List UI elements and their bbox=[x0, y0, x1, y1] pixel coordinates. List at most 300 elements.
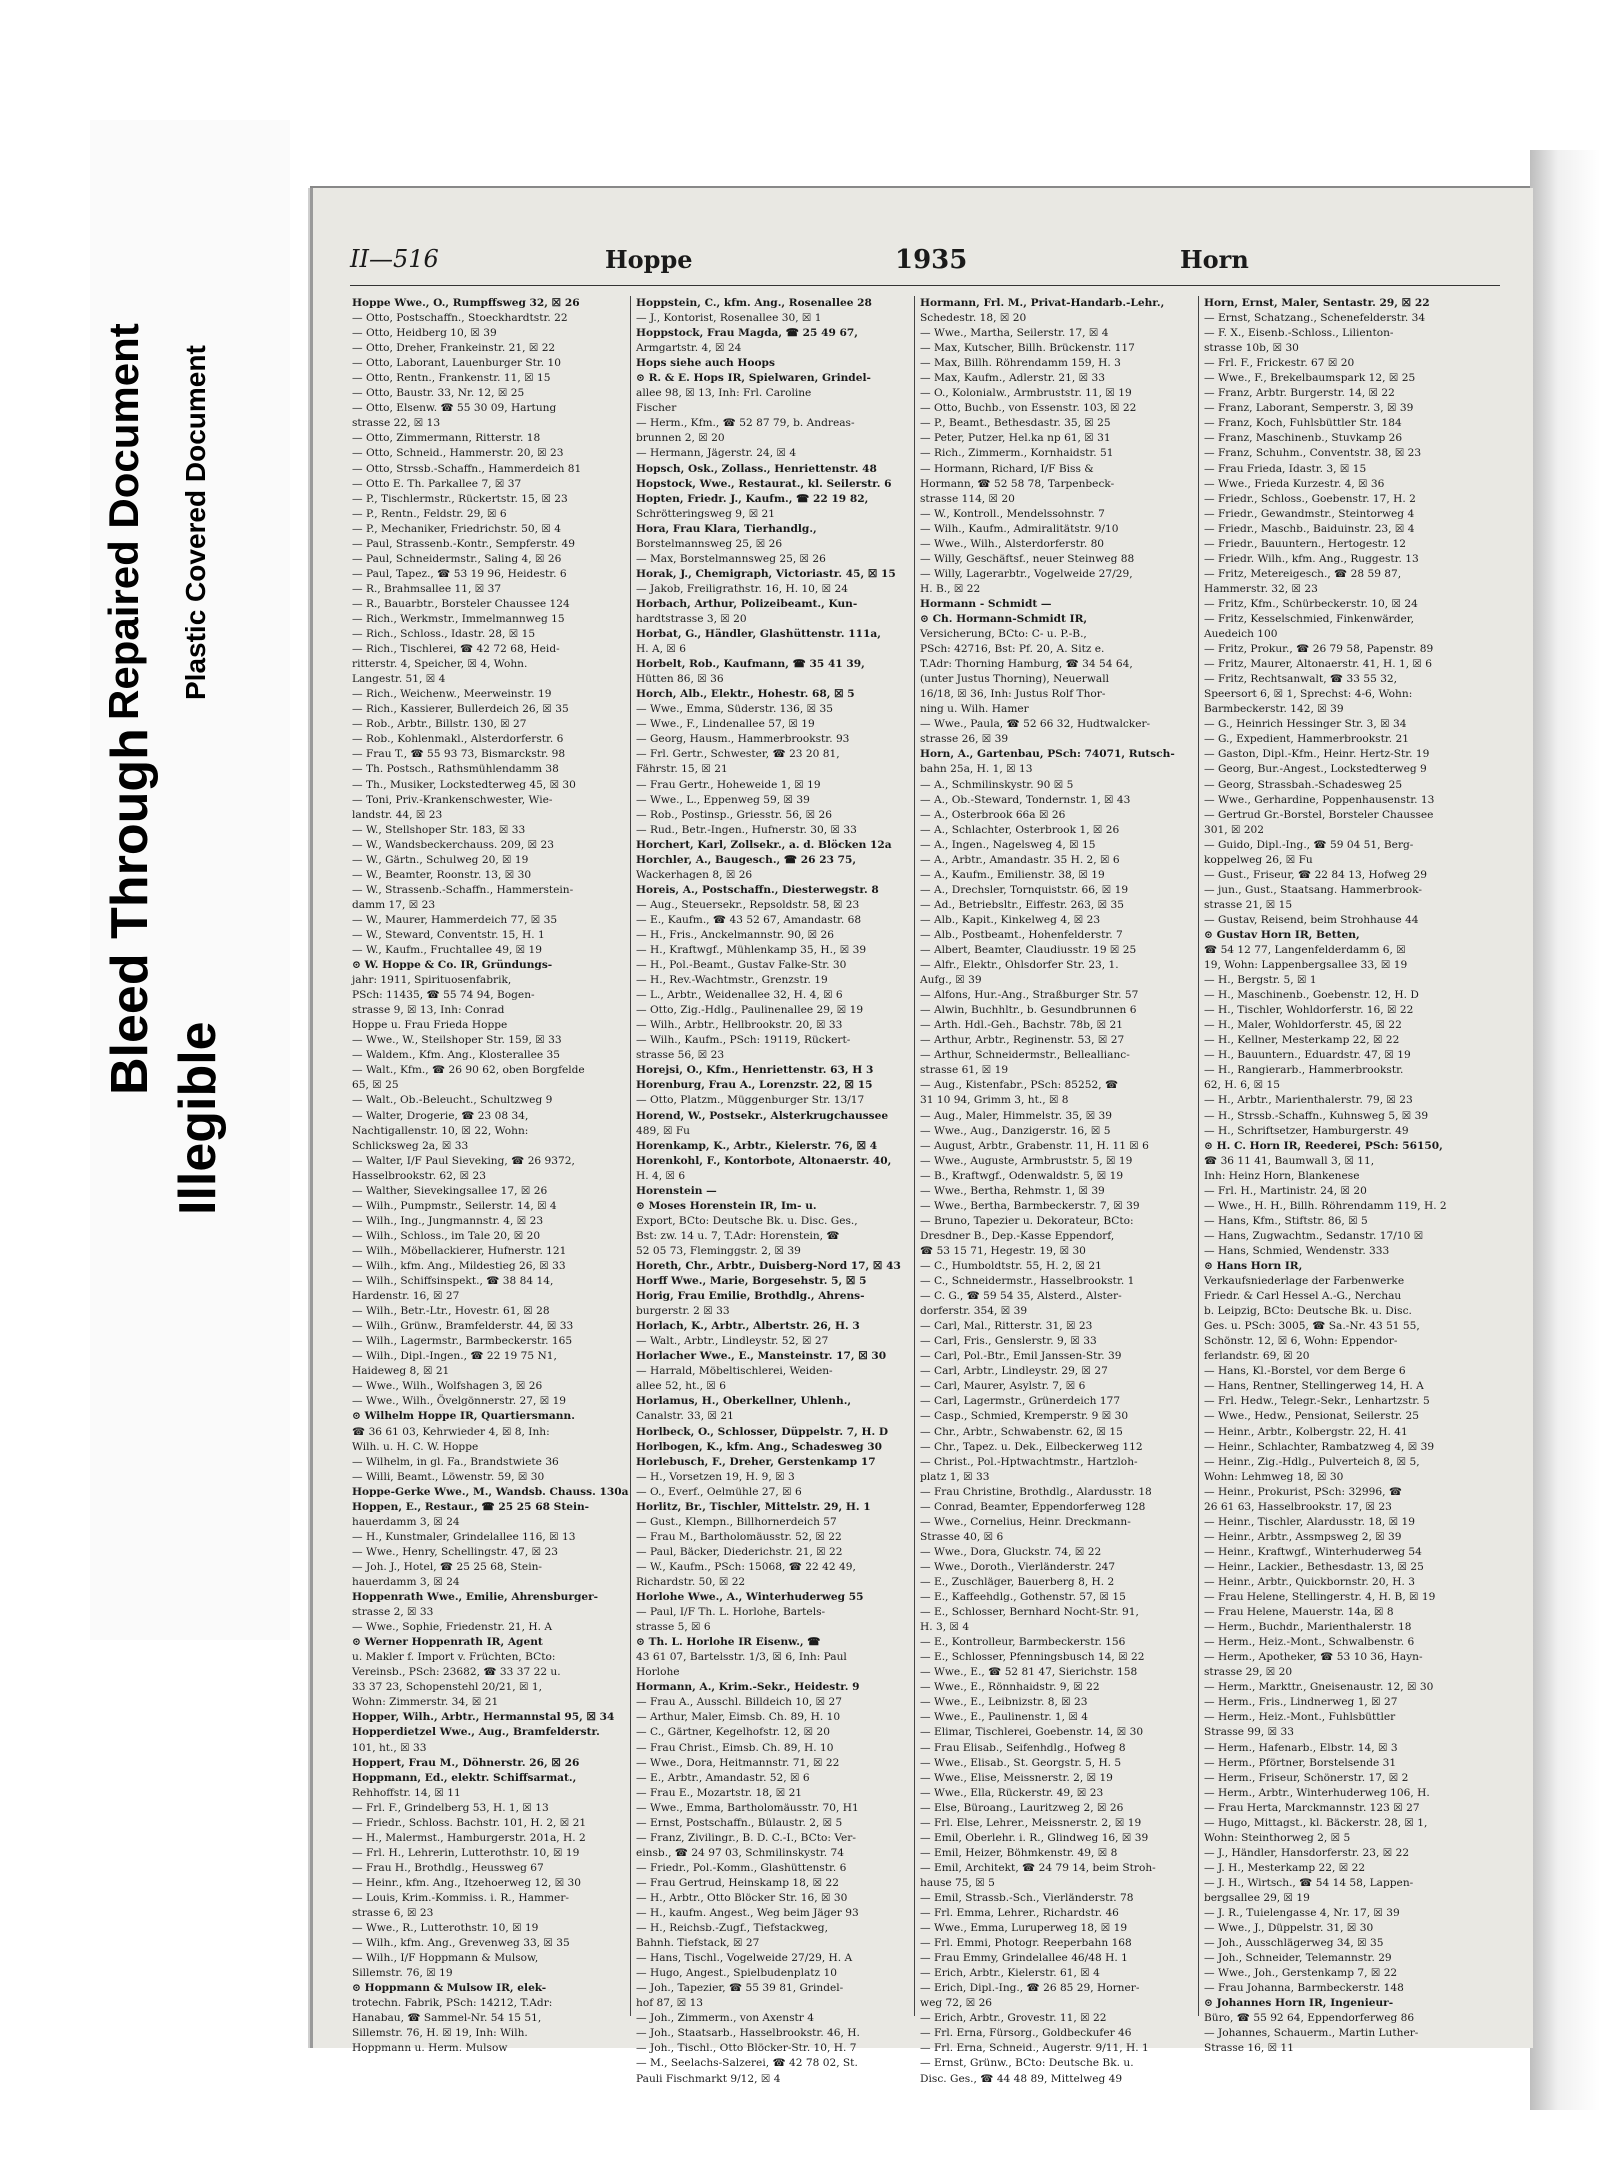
directory-column-2 bbox=[636, 296, 914, 2085]
directory-entry: Strasse 40, ☒ 6 bbox=[920, 1530, 1004, 1543]
directory-entry: Auedeich 100 bbox=[1204, 628, 1278, 641]
directory-entry: — Wwe., E., ☎ 52 81 47, Sierichstr. 158 bbox=[920, 1666, 1138, 1679]
directory-entry: — Otto, Postschaffn., Stoeckhardtstr. 22 bbox=[352, 312, 568, 325]
directory-entry: — Frau M., Bartholomäusstr. 52, ☒ 22 bbox=[636, 1530, 842, 1543]
directory-entry: — Joh., Tischl., Otto Blöcker-Str. 10, H. 7 bbox=[636, 2042, 857, 2055]
directory-entry: trotechn. Fabrik, PSch: 14212, T.Adr: bbox=[352, 1997, 553, 2010]
header-rule bbox=[350, 285, 1500, 286]
page-top-border bbox=[310, 186, 1530, 188]
directory-entry: — Hermann, Jägerstr. 24, ☒ 4 bbox=[636, 447, 797, 460]
directory-entry: — L., Arbtr., Weidenallee 32, H. 4, ☒ 6 bbox=[636, 989, 843, 1002]
directory-entry: Armgartstr. 4, ☒ 24 bbox=[636, 342, 742, 355]
directory-entry: 16/18, ☒ 36, Inh: Justus Rolf Thor- bbox=[920, 688, 1106, 701]
directory-entry: — Frau Gertrud, Heinskamp 18, ☒ 22 bbox=[636, 1876, 839, 1889]
directory-entry: — H., Maler, Wohldorferstr. 45, ☒ 22 bbox=[1204, 1019, 1402, 1032]
directory-entry: — Hans, Schmied, Wendenstr. 333 bbox=[1204, 1244, 1390, 1257]
directory-entry: — Frl. Emma, Lehrer., Richardstr. 46 bbox=[920, 1907, 1119, 1920]
directory-entry: — Friedr., Schloss., Goebenstr. 17, H. 2 bbox=[1204, 492, 1416, 505]
directory-entry: Horend, W., Postsekr., Alsterkrugchaussee bbox=[636, 1109, 889, 1122]
directory-entry: weg 72, ☒ 26 bbox=[920, 1997, 993, 2010]
directory-entry: 33 37 23, Schopenstehl 20/21, ☒ 1, bbox=[352, 1681, 542, 1694]
directory-entry: — Herm., Heiz.-Mont., Schwalbenstr. 6 bbox=[1204, 1636, 1415, 1649]
directory-entry: — Frau Helene, Mauerstr. 14a, ☒ 8 bbox=[1204, 1606, 1394, 1619]
directory-entry: Richardstr. 50, ☒ 22 bbox=[636, 1575, 746, 1588]
directory-entry: — J. H., Wirtsch., ☎ 54 14 58, Lappen- bbox=[1204, 1876, 1414, 1889]
column-divider bbox=[630, 296, 631, 2016]
directory-entry: Ges. u. PSch: 3005, ☎ Sa.-Nr. 43 51 55, bbox=[1204, 1320, 1420, 1333]
directory-entry: — Friedr. Wilh., kfm. Ang., Ruggestr. 13 bbox=[1204, 552, 1419, 565]
directory-entry: Pauli Fischmarkt 9/12, ☒ 4 bbox=[636, 2072, 781, 2085]
directory-entry: — P., Beamt., Bethesdastr. 35, ☒ 25 bbox=[920, 417, 1111, 430]
directory-entry: H. A, ☒ 6 bbox=[636, 643, 686, 656]
directory-entry: strasse 21, ☒ 15 bbox=[1204, 898, 1293, 911]
directory-entry: ⊙ R. & E. Hops IR, Spielwaren, Grindel- bbox=[636, 372, 871, 385]
directory-entry: — C., Gärtner, Kegelhofstr. 12, ☒ 20 bbox=[636, 1726, 830, 1739]
directory-entry: 26 61 63, Hasselbrookstr. 17, ☒ 23 bbox=[1204, 1500, 1392, 1513]
directory-entry: Hoppen, E., Restaur., ☎ 25 25 68 Stein- bbox=[352, 1500, 590, 1513]
directory-entry: — Heinr., Arbtr., Kolbergstr. 22, H. 41 bbox=[1204, 1425, 1408, 1438]
directory-entry: — Wwe., W., Steilshoper Str. 159, ☒ 33 bbox=[352, 1034, 562, 1047]
directory-entry: — Christ., Pol.-Hptwachtmstr., Hartzloh- bbox=[920, 1455, 1138, 1468]
directory-entry: — Wwe., Emma, Luruperweg 18, ☒ 19 bbox=[920, 1922, 1128, 1935]
directory-entry: — Wwe., Wilh., Alsterdorferstr. 80 bbox=[920, 537, 1105, 550]
directory-entry: — Wwe., H. H., Billh. Röhrendamm 119, H. 2 bbox=[1204, 1199, 1447, 1212]
directory-entry: — Friedr., Bauuntern., Hertogestr. 12 bbox=[1204, 537, 1406, 550]
directory-entry: (unter Justus Thorning), Neuerwall bbox=[920, 673, 1109, 686]
directory-entry: — Franz, Arbtr. Burgerstr. 14, ☒ 22 bbox=[1204, 387, 1395, 400]
directory-entry: — Otto, Schneid., Hammerstr. 20, ☒ 23 bbox=[352, 447, 564, 460]
directory-entry: Hormann, A., Krim.-Sekr., Heidestr. 9 bbox=[636, 1681, 860, 1694]
directory-entry: — Fritz, Rechtsanwalt, ☎ 33 55 32, bbox=[1204, 673, 1398, 686]
directory-entry: — Fritz, Maurer, Altonaerstr. 41, H. 1, ☒ 6 bbox=[1204, 658, 1433, 671]
directory-entry: — Wwe., J., Düppelstr. 31, ☒ 30 bbox=[1204, 1922, 1374, 1935]
directory-entry: — Wwe., Henry, Schellingstr. 47, ☒ 23 bbox=[352, 1545, 558, 1558]
directory-entry: Horff Wwe., Marie, Borgesehstr. 5, ☒ 5 bbox=[636, 1275, 867, 1288]
directory-entry: — Guido, Dipl.-Ing., ☎ 59 04 51, Berg- bbox=[1204, 838, 1414, 851]
directory-entry: — Ad., Betriebsltr., Eiffestr. 263, ☒ 35 bbox=[920, 898, 1124, 911]
directory-entry: — Hans, Zugwachtm., Sedanstr. 17/10 ☒ bbox=[1204, 1229, 1424, 1242]
directory-entry: Hora, Frau Klara, Tierhandlg., bbox=[636, 522, 817, 535]
header-first-name: Hoppe bbox=[605, 245, 693, 274]
directory-entry: Wohn: Zimmerstr. 34, ☒ 21 bbox=[352, 1696, 499, 1709]
directory-entry: Hopper, Wilh., Arbtr., Hermannstal 95, ☒ 34 bbox=[352, 1711, 615, 1724]
directory-entry: — O., Everf., Oelmühle 27, ☒ 6 bbox=[636, 1485, 802, 1498]
directory-entry: — Alwin, Buchhltr., b. Gesundbrunnen 6 bbox=[920, 1004, 1137, 1017]
directory-entry: — Frl. Erna, Schneid., Augerstr. 9/11, H. 1 bbox=[920, 2042, 1149, 2055]
directory-entry: ⊙ Hoppmann & Mulsow IR, elek- bbox=[352, 1982, 547, 1995]
directory-entry: — Wilh., I/F Hoppmann & Mulsow, bbox=[352, 1952, 539, 1965]
directory-entry: — Hugo, Angest., Spielbudenplatz 10 bbox=[636, 1967, 837, 1980]
directory-entry: ⊙ W. Hoppe & Co. IR, Gründungs- bbox=[352, 959, 553, 972]
directory-entry: Rehhoffstr. 14, ☒ 11 bbox=[352, 1786, 461, 1799]
directory-entry: — Rob., Arbtr., Billstr. 130, ☒ 27 bbox=[352, 718, 527, 731]
directory-entry: — Emil, Architekt, ☎ 24 79 14, beim Stroh- bbox=[920, 1861, 1156, 1874]
directory-entry: ⊙ Werner Hoppenrath IR, Agent bbox=[352, 1636, 543, 1649]
directory-entry: koppelweg 26, ☒ Fu bbox=[1204, 853, 1313, 866]
directory-entry: — Frl. Erna, Fürsorg., Goldbeckufer 46 bbox=[920, 2027, 1132, 2040]
directory-entry: — Frau Elisab., Seifenhdlg., Hofweg 8 bbox=[920, 1741, 1126, 1754]
directory-entry: Wohn: Steinthorweg 2, ☒ 5 bbox=[1204, 1831, 1351, 1844]
directory-entry: ⊙ Gustav Horn IR, Betten, bbox=[1204, 928, 1360, 941]
directory-entry: allee 52, ht., ☒ 6 bbox=[636, 1380, 727, 1393]
directory-entry: ning u. Wilh. Hamer bbox=[920, 703, 1029, 716]
directory-entry: — Walt., Ob.-Beleucht., Schultzweg 9 bbox=[352, 1094, 553, 1107]
directory-entry: — Hans, Tischl., Vogelweide 27/29, H. A bbox=[636, 1952, 853, 1965]
directory-entry: — Wwe., Bertha, Rehmstr. 1, ☒ 39 bbox=[920, 1184, 1105, 1197]
directory-entry: Hoppe Wwe., O., Rumpffsweg 32, ☒ 26 bbox=[352, 297, 580, 309]
directory-entry: — Carl, Lagermstr., Grünerdeich 177 bbox=[920, 1395, 1121, 1408]
directory-entry: — Herm., Pförtner, Borstelsende 31 bbox=[1204, 1756, 1397, 1769]
directory-entry: Hoppstock, Frau Magda, ☎ 25 49 67, bbox=[636, 327, 858, 340]
directory-entry: — Fritz, Kesselschmied, Finkenwärder, bbox=[1204, 612, 1415, 625]
directory-entry: — Rud., Betr.-Ingen., Hufnerstr. 30, ☒ 33 bbox=[636, 823, 857, 836]
directory-entry: — Emil, Heizer, Böhmkenstr. 49, ☒ 8 bbox=[920, 1846, 1118, 1859]
directory-entry: ☎ 36 61 03, Kehrwieder 4, ☒ 8, Inh: bbox=[352, 1425, 550, 1438]
directory-entry: — Toni, Priv.-Krankenschwester, Wie- bbox=[352, 793, 553, 806]
directory-entry: — Frau Christine, Brothdlg., Alardusstr. 18 bbox=[920, 1485, 1152, 1498]
directory-entry: Hoppmann u. Herm. Mulsow bbox=[352, 2042, 508, 2055]
directory-entry: — Rob., Postinsp., Griesstr. 56, ☒ 26 bbox=[636, 808, 833, 821]
directory-entry: — Max, Borstelmannsweg 25, ☒ 26 bbox=[636, 552, 826, 565]
directory-entry: — A., Kaufm., Emilienstr. 38, ☒ 19 bbox=[920, 868, 1105, 881]
directory-entry: Horlohe Wwe., A., Winterhuderweg 55 bbox=[636, 1591, 864, 1604]
column-divider bbox=[1198, 296, 1199, 2016]
directory-entry: — Rich., Werkmstr., Immelmannweg 15 bbox=[352, 612, 565, 625]
directory-entry: Bst: zw. 14 u. 7, T.Adr: Horenstein, ☎ bbox=[636, 1229, 840, 1242]
directory-entry: Hoppstein, C., kfm. Ang., Rosenallee 28 bbox=[636, 297, 872, 309]
directory-entry: — Friedr., Pol.-Komm., Glashüttenstr. 6 bbox=[636, 1861, 847, 1874]
directory-entry: — Rich., Zimmerm., Kornhaidstr. 51 bbox=[920, 447, 1114, 460]
directory-entry: Schedestr. 18, ☒ 20 bbox=[920, 312, 1027, 325]
directory-entry: — Wwe., Gerhardine, Poppenhausenstr. 13 bbox=[1204, 793, 1435, 806]
directory-entry: — Elimar, Tischlerei, Goebenstr. 14, ☒ 30 bbox=[920, 1726, 1144, 1739]
directory-entry: strasse 56, ☒ 23 bbox=[636, 1049, 725, 1062]
directory-entry: — Herm., Markttr., Gneisenaustr. 12, ☒ 30 bbox=[1204, 1681, 1434, 1694]
directory-entry: Fischer bbox=[636, 402, 677, 415]
directory-entry: — Frau A., Ausschl. Billdeich 10, ☒ 27 bbox=[636, 1696, 842, 1709]
directory-entry: Hormann - Schmidt — bbox=[920, 597, 1052, 610]
directory-entry: — Wwe., Joh., Gerstenkamp 7, ☒ 22 bbox=[1204, 1967, 1398, 1980]
directory-entry: Horeth, Chr., Arbtr., Duisberg-Nord 17, ☒ 43 bbox=[636, 1260, 901, 1272]
directory-entry: — Ernst, Schatzang., Schenefelderstr. 34 bbox=[1204, 312, 1426, 325]
directory-entry: — Hans, Kfm., Stiftstr. 86, ☒ 5 bbox=[1204, 1214, 1368, 1227]
directory-entry: — Joh., Tapezier, ☎ 55 39 81, Grindel- bbox=[636, 1982, 844, 1995]
directory-entry: ⊙ Johannes Horn IR, Ingenieur- bbox=[1204, 1997, 1394, 2010]
directory-entry: Hormann, ☎ 52 58 78, Tarpenbeck- bbox=[920, 477, 1115, 490]
directory-entry: Hopsch, Osk., Zollass., Henriettenstr. 48 bbox=[636, 462, 877, 475]
directory-entry: — W., Gärtn., Schulweg 20, ☒ 19 bbox=[352, 853, 529, 866]
directory-entry: 52 05 73, Fleminggstr. 2, ☒ 39 bbox=[636, 1244, 801, 1257]
directory-entry: — Otto, Strssb.-Schaffn., Hammerdeich 81 bbox=[352, 462, 582, 475]
directory-entry: — Frl. Gertr., Schwester, ☎ 23 20 81, bbox=[636, 748, 840, 761]
directory-entry: — Franz, Maschinenb., Stuvkamp 26 bbox=[1204, 432, 1403, 445]
directory-entry: — A., Drechsler, Tornquiststr. 66, ☒ 19 bbox=[920, 883, 1129, 896]
directory-entry: strasse 29, ☒ 20 bbox=[1204, 1666, 1293, 1679]
directory-entry: 19, Wohn: Lappenbergsallee 33, ☒ 19 bbox=[1204, 959, 1408, 972]
directory-entry: Versicherung, BCto: C- u. P.-B., bbox=[920, 628, 1087, 641]
directory-entry: — Carl, Pol.-Btr., Emil Janssen-Str. 39 bbox=[920, 1350, 1122, 1363]
directory-entry: — Wilh., kfm. Ang., Mildestieg 26, ☒ 33 bbox=[352, 1260, 566, 1272]
directory-entry: — A., Schmilinskystr. 90 ☒ 5 bbox=[920, 778, 1074, 791]
directory-entry: — E., Schlosser, Bernhard Nocht-Str. 91, bbox=[920, 1606, 1139, 1619]
directory-entry: — Wilh., Schloss., im Tale 20, ☒ 20 bbox=[352, 1229, 541, 1242]
directory-entry: — Harrald, Möbeltischlerei, Weiden- bbox=[636, 1365, 833, 1378]
directory-entry: — Wwe., F., Brekelbaumspark 12, ☒ 25 bbox=[1204, 372, 1416, 385]
directory-entry: Langestr. 51, ☒ 4 bbox=[352, 673, 446, 686]
directory-entry: — Frl. Emmi, Photogr. Reeperbahn 168 bbox=[920, 1937, 1132, 1950]
directory-entry: — P., Tischlermstr., Rückertstr. 15, ☒ 23 bbox=[352, 492, 568, 505]
directory-entry: b. Leipzig, BCto: Deutsche Bk. u. Disc. bbox=[1204, 1305, 1412, 1318]
directory-entry: Schönstr. 12, ☒ 6, Wohn: Eppendor- bbox=[1204, 1335, 1398, 1348]
directory-entry: — Otto, Buchb., von Essenstr. 103, ☒ 22 bbox=[920, 402, 1137, 415]
directory-entry: strasse 5, ☒ 6 bbox=[636, 1621, 711, 1634]
directory-entry: Horlitz, Br., Tischler, Mittelstr. 29, H. 1 bbox=[636, 1500, 871, 1513]
directory-entry: — Arthur, Arbtr., Reginenstr. 53, ☒ 27 bbox=[920, 1034, 1125, 1047]
directory-entry: — Paul, Schneidermstr., Saling 4, ☒ 26 bbox=[352, 552, 562, 565]
directory-entry: — E., Arbtr., Amandastr. 52, ☒ 6 bbox=[636, 1771, 810, 1784]
directory-entry: strasse 9, ☒ 13, Inh: Conrad bbox=[352, 1004, 505, 1017]
directory-entry: strasse 6, ☒ 23 bbox=[352, 1907, 434, 1920]
directory-entry: — Th. Postsch., Rathsmühlendamm 38 bbox=[352, 763, 559, 776]
directory-entry: — Otto, Zimmermann, Ritterstr. 18 bbox=[352, 432, 541, 445]
directory-entry: — Louis, Krim.-Kommiss. i. R., Hammer- bbox=[352, 1891, 569, 1904]
directory-entry: einsb., ☎ 24 97 03, Schmilinskystr. 74 bbox=[636, 1846, 844, 1859]
directory-entry: — Alb., Postbeamt., Hohenfelderstr. 7 bbox=[920, 928, 1123, 941]
directory-entry: Horn, A., Gartenbau, PSch: 74071, Rutsch- bbox=[920, 748, 1175, 761]
directory-entry: — R., Brahmsallee 11, ☒ 37 bbox=[352, 582, 502, 595]
directory-entry: — Carl, Fris., Genslerstr. 9, ☒ 33 bbox=[920, 1335, 1097, 1348]
directory-entry: — Frau Frieda, Idastr. 3, ☒ 15 bbox=[1204, 462, 1367, 475]
directory-entry: — H., Bergstr. 5, ☒ 1 bbox=[1204, 974, 1317, 987]
directory-entry: — Herm., Kfm., ☎ 52 87 79, b. Andreas- bbox=[636, 417, 855, 430]
directory-entry: — Paul, Bäcker, Diederichstr. 21, ☒ 22 bbox=[636, 1545, 843, 1558]
directory-entry: — Peter, Putzer, Hel.ka np 61, ☒ 31 bbox=[920, 432, 1111, 445]
directory-entry: — Wwe., Aug., Danzigerstr. 16, ☒ 5 bbox=[920, 1124, 1111, 1137]
directory-entry: jahr: 1911, Spirituosenfabrik, bbox=[352, 974, 512, 987]
directory-entry: hause 75, ☒ 5 bbox=[920, 1876, 995, 1889]
directory-entry: Sillemstr. 76, ☒ 19 bbox=[352, 1967, 453, 1980]
directory-entry: — H., kaufm. Angest., Weg beim Jäger 93 bbox=[636, 1907, 859, 1920]
directory-entry: — Chr., Arbtr., Schwabenstr. 62, ☒ 15 bbox=[920, 1425, 1123, 1438]
directory-entry: — Wwe., Elise, Meissnerstr. 2, ☒ 19 bbox=[920, 1771, 1113, 1784]
directory-entry: — F. X., Eisenb.-Schloss., Lilienton- bbox=[1204, 327, 1394, 340]
directory-entry: — Rob., Kohlenmakl., Alsterdorferstr. 6 bbox=[352, 733, 564, 746]
directory-entry: Export, BCto: Deutsche Bk. u. Disc. Ges., bbox=[636, 1214, 858, 1227]
directory-entry: Horlbogen, K., kfm. Ang., Schadesweg 30 bbox=[636, 1440, 883, 1453]
directory-entry: — Herm., Arbtr., Winterhuderweg 106, H. bbox=[1204, 1786, 1430, 1799]
directory-entry: — Georg, Strassbah.-Schadesweg 25 bbox=[1204, 778, 1403, 791]
directory-entry: — Friedr., Schloss. Bachstr. 101, H. 2, ☒ 21 bbox=[352, 1816, 587, 1829]
directory-entry: Horchert, Karl, Zollsekr., a. d. Blöcken 12a bbox=[636, 838, 892, 851]
directory-entry: Hoppenrath Wwe., Emilie, Ahrensburger- bbox=[352, 1591, 599, 1604]
directory-entry: allee 98, ☒ 13, Inh: Frl. Caroline bbox=[636, 387, 812, 400]
directory-entry: Horch, Alb., Elektr., Hohestr. 68, ☒ 5 bbox=[636, 688, 855, 701]
directory-entry: — Wilh., Betr.-Ltr., Hovestr. 61, ☒ 28 bbox=[352, 1305, 550, 1318]
directory-entry: — Frau Johanna, Barmbeckerstr. 148 bbox=[1204, 1982, 1404, 1995]
directory-entry: — Wwe., Wilh., Övelgönnerstr. 27, ☒ 19 bbox=[352, 1395, 567, 1408]
directory-entry: Hopten, Friedr. J., Kaufm., ☎ 22 19 82, bbox=[636, 492, 869, 505]
directory-entry: PSch: 42716, Bst: Pf. 20, A. Sitz e. bbox=[920, 643, 1105, 656]
directory-entry: 301, ☒ 202 bbox=[1204, 823, 1265, 836]
directory-entry: — A., Schlachter, Osterbrook 1, ☒ 26 bbox=[920, 823, 1120, 836]
directory-entry: Strasse 16, ☒ 11 bbox=[1204, 2042, 1294, 2055]
directory-entry: — Max, Billh. Röhrendamm 159, H. 3 bbox=[920, 357, 1121, 370]
directory-entry: brunnen 2, ☒ 20 bbox=[636, 432, 725, 445]
directory-entry: — Otto, Zig.-Hdlg., Paulinenallee 29, ☒ 19 bbox=[636, 1004, 864, 1017]
directory-entry: strasse 10b, ☒ 30 bbox=[1204, 342, 1299, 355]
directory-entry: ritterstr. 4, Speicher, ☒ 4, Wohn. bbox=[352, 658, 528, 671]
directory-entry: Hormann, Frl. M., Privat-Handarb.-Lehr., bbox=[920, 297, 1165, 309]
directory-entry: Canalstr. 33, ☒ 21 bbox=[636, 1410, 734, 1423]
directory-entry: — Heinr., Tischler, Alardusstr. 18, ☒ 19 bbox=[1204, 1515, 1415, 1528]
directory-entry: strasse 114, ☒ 20 bbox=[920, 492, 1015, 505]
directory-entry: — Rich., Kassierer, Bullerdeich 26, ☒ 35 bbox=[352, 703, 569, 716]
directory-entry: — Heinr., Schlachter, Rambatzweg 4, ☒ 39 bbox=[1204, 1440, 1435, 1453]
directory-entry: Schlicksweg 2a, ☒ 33 bbox=[352, 1139, 469, 1152]
directory-entry: — Ernst, Grünw., BCto: Deutsche Bk. u. bbox=[920, 2057, 1134, 2070]
directory-entry: hof 87, ☒ 13 bbox=[636, 1997, 704, 2010]
directory-entry: — Friedr., Maschb., Baiduinstr. 23, ☒ 4 bbox=[1204, 522, 1415, 535]
directory-entry: — Wwe., E., Rönnhaidstr. 9, ☒ 22 bbox=[920, 1681, 1100, 1694]
directory-entry: Wackerhagen 8, ☒ 26 bbox=[636, 868, 753, 881]
directory-entry: — Joh., Zimmerm., von Axenstr 4 bbox=[636, 2012, 814, 2025]
directory-entry: — Frau Emmy, Grindelallee 46/48 H. 1 bbox=[920, 1952, 1128, 1965]
directory-entry: — W., Kontroll., Mendelssohnstr. 7 bbox=[920, 507, 1105, 520]
directory-entry: Horlamus, H., Oberkellner, Uhlenh., bbox=[636, 1395, 852, 1408]
directory-entry: — Th., Musiker, Lockstedterweg 45, ☒ 30 bbox=[352, 778, 576, 791]
directory-entry: — Walt., Arbtr., Lindleystr. 52, ☒ 27 bbox=[636, 1335, 829, 1348]
directory-entry: — Arthur, Schneidermstr., Belleallianc- bbox=[920, 1049, 1130, 1062]
directory-entry: — Wwe., Emma, Süderstr. 136, ☒ 35 bbox=[636, 703, 833, 716]
directory-entry: 62, H. 6, ☒ 15 bbox=[1204, 1079, 1281, 1092]
directory-entry: Fährstr. 15, ☒ 21 bbox=[636, 763, 728, 776]
directory-entry: — Willy, Lagerarbtr., Vogelweide 27/29, bbox=[920, 567, 1133, 580]
directory-entry: — Walter, I/F Paul Sieveking, ☎ 26 9372, bbox=[352, 1154, 575, 1167]
directory-entry: — H., Malermst., Hamburgerstr. 201a, H. 2 bbox=[352, 1831, 586, 1844]
directory-entry: — J., Händler, Hansdorferstr. 23, ☒ 22 bbox=[1204, 1846, 1410, 1859]
directory-entry: — Herm., Heiz.-Mont., Fuhlsbüttler bbox=[1204, 1711, 1396, 1724]
directory-entry: — Paul, Strassenb.-Kontr., Sempferstr. 49 bbox=[352, 537, 575, 550]
directory-entry: — Rich., Schloss., Idastr. 28, ☒ 15 bbox=[352, 628, 536, 641]
directory-entry: Sillemstr. 76, H. ☒ 19, Inh: Wilh. bbox=[352, 2027, 528, 2040]
directory-entry: hauerdamm 3, ☒ 24 bbox=[352, 1515, 460, 1528]
directory-entry: 65, ☒ 25 bbox=[352, 1079, 399, 1092]
directory-entry: Horlacher Wwe., E., Mansteinstr. 17, ☒ 30 bbox=[636, 1350, 887, 1363]
directory-entry: Horbat, G., Händler, Glashüttenstr. 111a, bbox=[636, 628, 881, 641]
directory-entry: Hopstock, Wwe., Restaurat., kl. Seilerstr. 6 bbox=[636, 477, 892, 490]
directory-entry: — Wwe., Emma, Bartholomäusstr. 70, H1 bbox=[636, 1801, 859, 1814]
directory-entry: — E., Kontrolleur, Barmbeckerstr. 156 bbox=[920, 1636, 1126, 1649]
directory-entry: — Wwe., E., Leibnizstr. 8, ☒ 23 bbox=[920, 1696, 1088, 1709]
directory-entry: Hardenstr. 16, ☒ 27 bbox=[352, 1290, 460, 1303]
directory-entry: hauerdamm 3, ☒ 24 bbox=[352, 1575, 460, 1588]
directory-entry: u. Makler f. Import v. Früchten, BCto: bbox=[352, 1651, 556, 1664]
directory-entry: Schrötteringsweg 9, ☒ 21 bbox=[636, 507, 776, 520]
directory-entry: — Herm., Apotheker, ☎ 53 10 36, Hayn- bbox=[1204, 1651, 1423, 1664]
directory-entry: — Emil, Oberlehr. i. R., Glindweg 16, ☒ 39 bbox=[920, 1831, 1149, 1844]
directory-entry: Bahnh. Tiefstack, ☒ 27 bbox=[636, 1937, 760, 1950]
directory-entry: — Hans, Rentner, Stellingerweg 14, H. A bbox=[1204, 1380, 1424, 1393]
directory-entry: Horbach, Arthur, Polizeibeamt., Kun- bbox=[636, 597, 858, 610]
directory-entry: ferlandstr. 69, ☒ 20 bbox=[1204, 1350, 1310, 1363]
directory-entry: ☎ 36 11 41, Baumwall 3, ☒ 11, bbox=[1204, 1154, 1375, 1167]
directory-entry: ⊙ Wilhelm Hoppe IR, Quartiersmann. bbox=[352, 1410, 575, 1423]
directory-entry: — C., Schneidermstr., Hasselbrookstr. 1 bbox=[920, 1275, 1135, 1288]
directory-entry: — Wwe., Paula, ☎ 52 66 32, Hudtwalcker- bbox=[920, 718, 1151, 731]
directory-entry: Dresdner B., Dep.-Kasse Eppendorf, bbox=[920, 1229, 1115, 1242]
directory-entry: Hoppe u. Frau Frieda Hoppe bbox=[352, 1019, 508, 1032]
directory-entry: — H., Maschinenb., Goebenstr. 12, H. D bbox=[1204, 989, 1419, 1002]
directory-entry: — Wilhelm, in gl. Fa., Brandstwiete 36 bbox=[352, 1455, 559, 1468]
directory-entry: — Wwe., Dora, Gluckstr. 74, ☒ 22 bbox=[920, 1545, 1102, 1558]
directory-entry: Horenkamp, K., Arbtr., Kielerstr. 76, ☒ 4 bbox=[636, 1139, 878, 1152]
directory-entry: Hasselbrookstr. 62, ☒ 23 bbox=[352, 1169, 486, 1182]
directory-entry: — Johannes, Schauerm., Martin Luther- bbox=[1204, 2027, 1419, 2040]
directory-entry: — W., Kaufm., Fruchtallee 49, ☒ 19 bbox=[352, 944, 543, 957]
directory-entry: — E., Zuschläger, Bauerberg 8, H. 2 bbox=[920, 1575, 1115, 1588]
directory-entry: — Otto, Platzm., Müggenburger Str. 13/17 bbox=[636, 1094, 865, 1107]
directory-entry: Strasse 99, ☒ 33 bbox=[1204, 1726, 1294, 1739]
directory-entry: — Otto E. Th. Parkallee 7, ☒ 37 bbox=[352, 477, 522, 490]
directory-entry: — Wilh., Kaufm., PSch: 19119, Rückert- bbox=[636, 1034, 851, 1047]
header-year: 1935 bbox=[895, 245, 968, 275]
directory-entry: — Heinr., Zig.-Hdlg., Pulverteich 8, ☒ 5, bbox=[1204, 1455, 1420, 1468]
directory-entry: dorferstr. 354, ☒ 39 bbox=[920, 1305, 1028, 1318]
directory-entry: Aufg., ☒ 39 bbox=[920, 974, 982, 987]
directory-entry: — Wilh., Dipl.-Ingen., ☎ 22 19 75 N1, bbox=[352, 1350, 557, 1363]
directory-entry: — W., Maurer, Hammerdeich 77, ☒ 35 bbox=[352, 913, 558, 926]
directory-entry: Hops siehe auch Hoops bbox=[636, 357, 775, 370]
directory-entry: — Walt., Kfm., ☎ 26 90 62, oben Borgfelde bbox=[352, 1064, 585, 1077]
directory-entry: — Aug., Maler, Himmelstr. 35, ☒ 39 bbox=[920, 1109, 1113, 1122]
directory-entry: Horenstein — bbox=[636, 1184, 717, 1197]
directory-entry: — H., Reichsb.-Zugf., Tiefstackweg, bbox=[636, 1922, 828, 1935]
directory-entry: Verkaufsniederlage der Farbenwerke bbox=[1204, 1275, 1405, 1288]
header-last-name: Horn bbox=[1180, 245, 1249, 274]
directory-entry: — Wwe., Ella, Rückerstr. 49, ☒ 23 bbox=[920, 1786, 1104, 1799]
directory-entry: — Heinr., kfm. Ang., Itzehoerweg 12, ☒ 30 bbox=[352, 1876, 582, 1889]
directory-entry: — G., Heinrich Hessinger Str. 3, ☒ 34 bbox=[1204, 718, 1407, 731]
directory-entry: Wilh. u. H. C. W. Hoppe bbox=[352, 1440, 479, 1453]
directory-entry: — H., Schriftsetzer, Hamburgerstr. 49 bbox=[1204, 1124, 1409, 1137]
directory-entry: — W., Steward, Conventstr. 15, H. 1 bbox=[352, 928, 545, 941]
directory-entry: Barmbeckerstr. 142, ☒ 39 bbox=[1204, 703, 1344, 716]
directory-entry: — Wwe., Cornelius, Heinr. Dreckmann- bbox=[920, 1515, 1131, 1528]
directory-entry: — Wilh., kfm. Ang., Grevenweg 33, ☒ 35 bbox=[352, 1937, 570, 1950]
directory-entry: platz 1, ☒ 33 bbox=[920, 1470, 990, 1483]
directory-entry: — Wwe., Elisab., St. Georgstr. 5, H. 5 bbox=[920, 1756, 1122, 1769]
directory-entry: — Frau Christ., Eimsb. Ch. 89, H. 10 bbox=[636, 1741, 834, 1754]
directory-entry: — Gertrud Gr.-Borstel, Borsteler Chaussee bbox=[1204, 808, 1434, 821]
directory-entry: — Herm., Friseur, Schönerstr. 17, ☒ 2 bbox=[1204, 1771, 1409, 1784]
directory-entry: — August, Arbtr., Grabenstr. 11, H. 11 ☒ 6 bbox=[920, 1139, 1149, 1152]
directory-entry: — Else, Büroang., Lauritzweg 2, ☒ 26 bbox=[920, 1801, 1124, 1814]
directory-entry: Friedr. & Carl Hessel A.-G., Nerchau bbox=[1204, 1290, 1402, 1303]
directory-entry: — Wwe., Bertha, Barmbeckerstr. 7, ☒ 39 bbox=[920, 1199, 1140, 1212]
directory-column-4 bbox=[1204, 296, 1494, 2055]
directory-entry: H. B., ☒ 22 bbox=[920, 582, 981, 595]
directory-entry: — R., Bauarbtr., Borsteler Chaussee 124 bbox=[352, 597, 570, 610]
directory-entry: — H., Arbtr., Otto Blöcker Str. 16, ☒ 30 bbox=[636, 1891, 848, 1904]
directory-entry: Horenburg, Frau A., Lorenzstr. 22, ☒ 15 bbox=[636, 1079, 873, 1092]
directory-entry: Inh: Heinz Horn, Blankenese bbox=[1204, 1169, 1360, 1182]
directory-entry: — Wilh., Kaufm., Admiralitätstr. 9/10 bbox=[920, 522, 1119, 535]
directory-entry: — Friedr., Gewandmstr., Steintorweg 4 bbox=[1204, 507, 1415, 520]
directory-entry: — Otto, Dreher, Frankeinstr. 21, ☒ 22 bbox=[352, 342, 556, 355]
directory-entry: ⊙ Th. L. Horlohe IR Eisenw., ☎ bbox=[636, 1636, 821, 1649]
directory-entry: — Carl, Arbtr., Lindleystr. 29, ☒ 27 bbox=[920, 1365, 1108, 1378]
directory-entry: Speersort 6, ☒ 1, Sprechst: 4-6, Wohn: bbox=[1204, 688, 1413, 701]
